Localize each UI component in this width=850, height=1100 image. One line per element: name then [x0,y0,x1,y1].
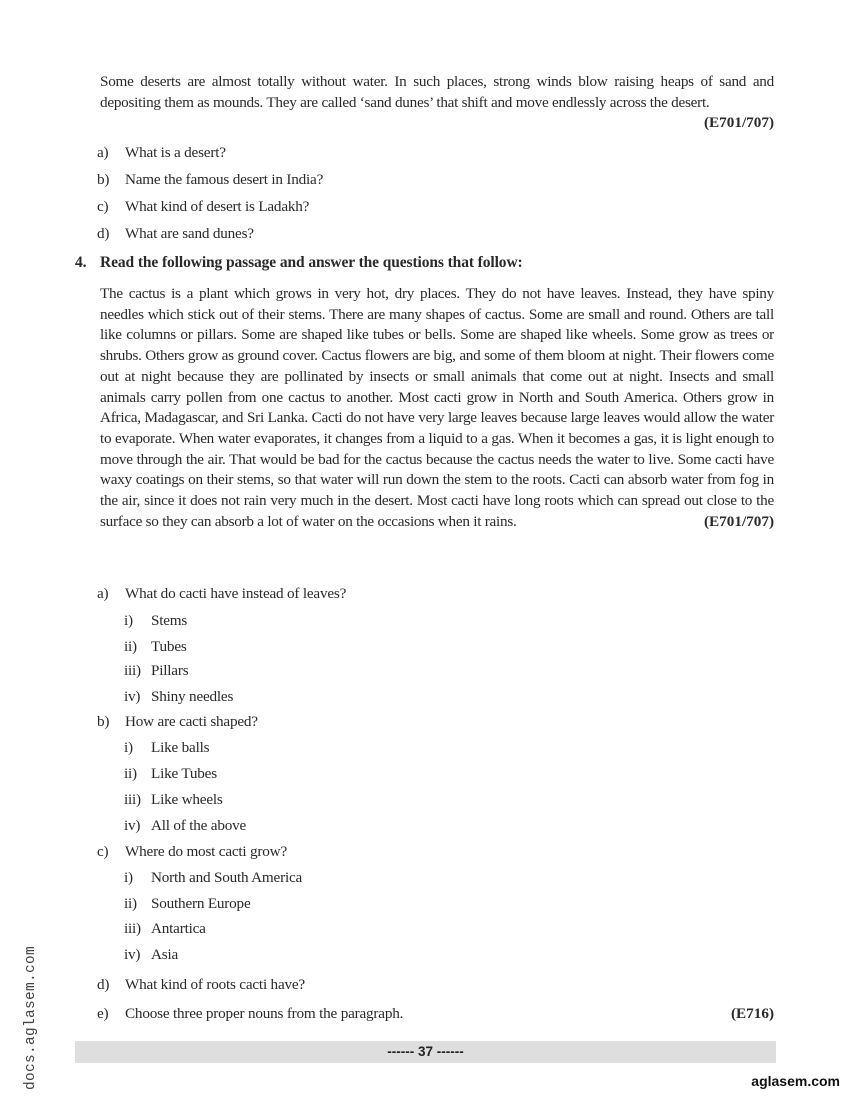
option-text: Asia [151,946,179,963]
option-label: iii) [124,920,141,937]
option-label: iv) [124,688,141,705]
option-ii [124,764,217,784]
question-label: a) [97,585,109,602]
passage-text: Some deserts are almost totally without water. In such places, strong winds blow raising heaps of sand and depositing them as mounds. They are called ‘sand dunes’ that shift and move endlessly across the desert. [100,73,774,111]
option-label: ii) [124,895,137,912]
option-iv [124,816,246,836]
option-iii [124,790,223,810]
option-text: North and South America [151,869,303,886]
passage-deserts [100,72,774,134]
option-text: Like wheels [151,791,223,808]
option-ii [124,894,251,914]
option-iii [124,919,206,939]
option-i [124,738,209,758]
question-label: b) [97,171,110,188]
option-text: Southern Europe [151,895,251,912]
page-number-bar [75,1041,776,1063]
question-b [97,170,323,190]
section-4-heading [75,254,523,272]
question-c [97,842,287,862]
question-a [97,143,226,163]
passage-cactus [100,284,774,532]
question-label: e) [97,1005,109,1022]
option-text: Like balls [151,739,210,756]
question-text: What kind of roots cacti have? [125,976,305,993]
option-iv [124,687,233,707]
option-label: iv) [124,946,141,963]
option-label: i) [124,612,133,629]
question-a [97,584,346,604]
option-label: i) [124,739,133,756]
section-number: 4. [75,254,87,271]
question-d [97,975,305,995]
question-c [97,197,309,217]
option-label: i) [124,869,133,886]
question-d [97,224,254,244]
option-text: Tubes [151,638,187,655]
question-label: d) [97,976,110,993]
question-text: Where do most cacti grow? [125,843,287,860]
question-label: c) [97,198,109,215]
option-iv [124,945,178,965]
option-label: iii) [124,662,141,679]
question-label: b) [97,713,110,730]
passage-reference: (E701/707) [703,512,774,530]
option-label: iii) [124,791,141,808]
brand-link[interactable]: aglasem.com [751,1073,840,1089]
option-text: Like Tubes [151,765,217,782]
option-text: All of the above [151,817,247,834]
option-i [124,611,187,631]
question-text: What is a desert? [125,144,226,161]
question-text: What are sand dunes? [125,225,254,242]
question-reference: (E716) [730,1005,774,1022]
option-label: iv) [124,817,141,834]
question-label: d) [97,225,110,242]
question-label: a) [97,144,109,161]
question-text: How are cacti shaped? [125,713,258,730]
question-text: What kind of desert is Ladakh? [125,198,310,215]
option-ii [124,637,187,657]
option-label: ii) [124,765,137,782]
option-text: Stems [151,612,188,629]
question-text: Name the famous desert in India? [125,171,324,188]
option-text: Antartica [151,920,206,937]
section-heading-text: Read the following passage and answer the questions that follow: [100,254,523,271]
side-watermark: docs.aglasem.com [23,945,39,1090]
page-number: ------ 37 ------ [387,1044,464,1059]
question-label: c) [97,843,109,860]
question-e [97,1004,403,1024]
option-text: Pillars [151,662,189,679]
option-iii [124,661,188,681]
question-b [97,712,258,732]
option-text: Shiny needles [151,688,234,705]
passage-text: The cactus is a plant which grows in very hot, dry places. They do not have leaves. Instead, they have spiny needles which stick out of their stems. There are many shapes of cactus. Some are small and round. Others are tall like columns or pillars. Some are shaped like tubes or bells. Some are shaped like wheels. Some grow as trees or shrubs. Others grow as ground cover. Cactus flowers are big, and some of them bloom at night. Their flowers come out at night because they are pollinated by insects or small animals that come out at night. Insects and small animals carry pollen from one cactus to another. Most cacti grow in North and South America. Others grow in Africa, Madagascar, and Sri Lanka. Cacti do not have very large leaves because large leaves would allow the water to evaporate. When water evaporates, it changes from a liquid to a gas. When it becomes a gas, it is light enough to move through the air. That would be bad for the cactus because the cactus needs the water to live. Some cacti have waxy coatings on their stems, so that water will run down the stem to the roots. Cacti can absorb water from fog in the air, since it does not rain very much in the desert. Most cacti have long roots which can spread out close to the surface so they can absorb a lot of water on the occasions when it rains. [100,285,774,530]
question-text: Choose three proper nouns from the paragraph. [125,1005,404,1022]
question-text: What do cacti have instead of leaves? [125,585,347,602]
option-label: ii) [124,638,137,655]
option-i [124,868,302,888]
passage-reference: (E701/707) [703,114,774,132]
